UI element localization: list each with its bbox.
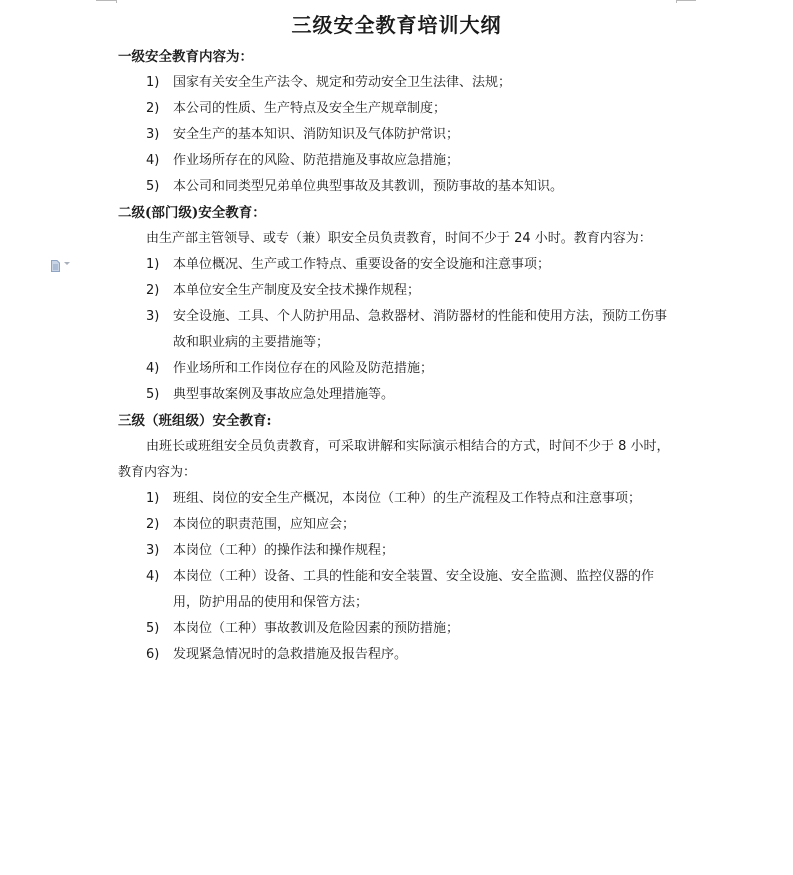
- item-text: 安全设施、工具、个人防护用品、急救器材、消防器材的性能和使用方法，预防工伤事故和职业病的主要措施等；: [173, 309, 668, 350]
- item-number: 3): [146, 309, 160, 324]
- caret-down-icon: [64, 262, 70, 265]
- document-title: 三级安全教育培训大纲: [291, 13, 502, 37]
- section-intro: 由班长或班组安全员负责教育，可采取讲解和实际演示相结合的方式，时间不少于 8 小时，教育内容为：: [118, 439, 670, 480]
- list-item: [118, 382, 674, 408]
- list-item: [118, 486, 674, 512]
- item-text: 作业场所和工作岗位存在的风险及防范措施；: [173, 361, 434, 376]
- crop-mark-top-left-vertical: [116, 0, 117, 3]
- crop-mark-top-left: [96, 0, 116, 1]
- list-item: [118, 538, 674, 564]
- item-text: 本公司的性质、生产特点及安全生产规章制度；: [173, 101, 447, 116]
- list-item: [118, 642, 674, 668]
- list-item: [118, 174, 674, 200]
- section-heading: 一级安全教育内容为：: [118, 49, 253, 65]
- item-number: 1): [146, 257, 160, 272]
- item-number: 3): [146, 127, 160, 142]
- item-number: 3): [146, 543, 160, 558]
- item-number: 4): [146, 153, 160, 168]
- document-body: [118, 44, 674, 668]
- item-number: 6): [146, 647, 160, 662]
- item-text: 典型事故案例及事故应急处理措施等。: [173, 387, 395, 402]
- paragraph-options-button[interactable]: [51, 256, 77, 270]
- item-text: 本岗位（工种）事故教训及危险因素的预防措施；: [173, 621, 460, 636]
- list-item: [118, 252, 674, 278]
- list-item: [118, 278, 674, 304]
- section-heading: 三级（班组级）安全教育:: [118, 413, 272, 429]
- list-item: [118, 148, 674, 174]
- list-item: [118, 512, 674, 538]
- list-item: [118, 616, 674, 642]
- list-item: [118, 96, 674, 122]
- item-number: 5): [146, 387, 160, 402]
- item-text: 本单位概况、生产或工作特点、重要设备的安全设施和注意事项；: [173, 257, 551, 272]
- list-item: [118, 304, 674, 356]
- list-item: [118, 564, 674, 616]
- section-intro: 由生产部主管领导、或专（兼）职安全员负责教育，时间不少于 24 小时。教育内容为：: [146, 231, 652, 246]
- item-text: 本公司和同类型兄弟单位典型事故及其教训，预防事故的基本知识。: [173, 179, 564, 194]
- list-item: [118, 122, 674, 148]
- list-item: [118, 70, 674, 96]
- item-number: 1): [146, 75, 160, 90]
- item-text: 国家有关安全生产法令、规定和劳动安全卫生法律、法规；: [173, 75, 512, 90]
- crop-mark-top-right: [676, 0, 696, 1]
- crop-mark-top-right-vertical: [676, 0, 677, 3]
- item-text: 本单位安全生产制度及安全技术操作规程；: [173, 283, 421, 298]
- item-text: 班组、岗位的安全生产概况，本岗位（工种）的生产流程及工作特点和注意事项；: [173, 491, 642, 506]
- item-number: 1): [146, 491, 160, 506]
- document-icon: [51, 257, 60, 269]
- item-number: 5): [146, 179, 160, 194]
- item-number: 2): [146, 283, 160, 298]
- item-text: 本岗位的职责范围，应知应会；: [173, 517, 356, 532]
- list-item: [118, 356, 674, 382]
- item-number: 5): [146, 621, 160, 636]
- item-number: 4): [146, 569, 160, 584]
- item-number: 4): [146, 361, 160, 376]
- item-text: 安全生产的基本知识、消防知识及气体防护常识；: [173, 127, 460, 142]
- item-number: 2): [146, 101, 160, 116]
- item-text: 发现紧急情况时的急救措施及报告程序。: [173, 647, 408, 662]
- item-number: 2): [146, 517, 160, 532]
- item-text: 本岗位（工种）的操作法和操作规程；: [173, 543, 395, 558]
- item-text: 本岗位（工种）设备、工具的性能和安全装置、安全设施、安全监测、监控仪器的作用，防护用品的使用和保管方法；: [173, 569, 655, 610]
- item-text: 作业场所存在的风险、防范措施及事故应急措施；: [173, 153, 460, 168]
- section-heading: 二级(部门级)安全教育：: [118, 205, 266, 221]
